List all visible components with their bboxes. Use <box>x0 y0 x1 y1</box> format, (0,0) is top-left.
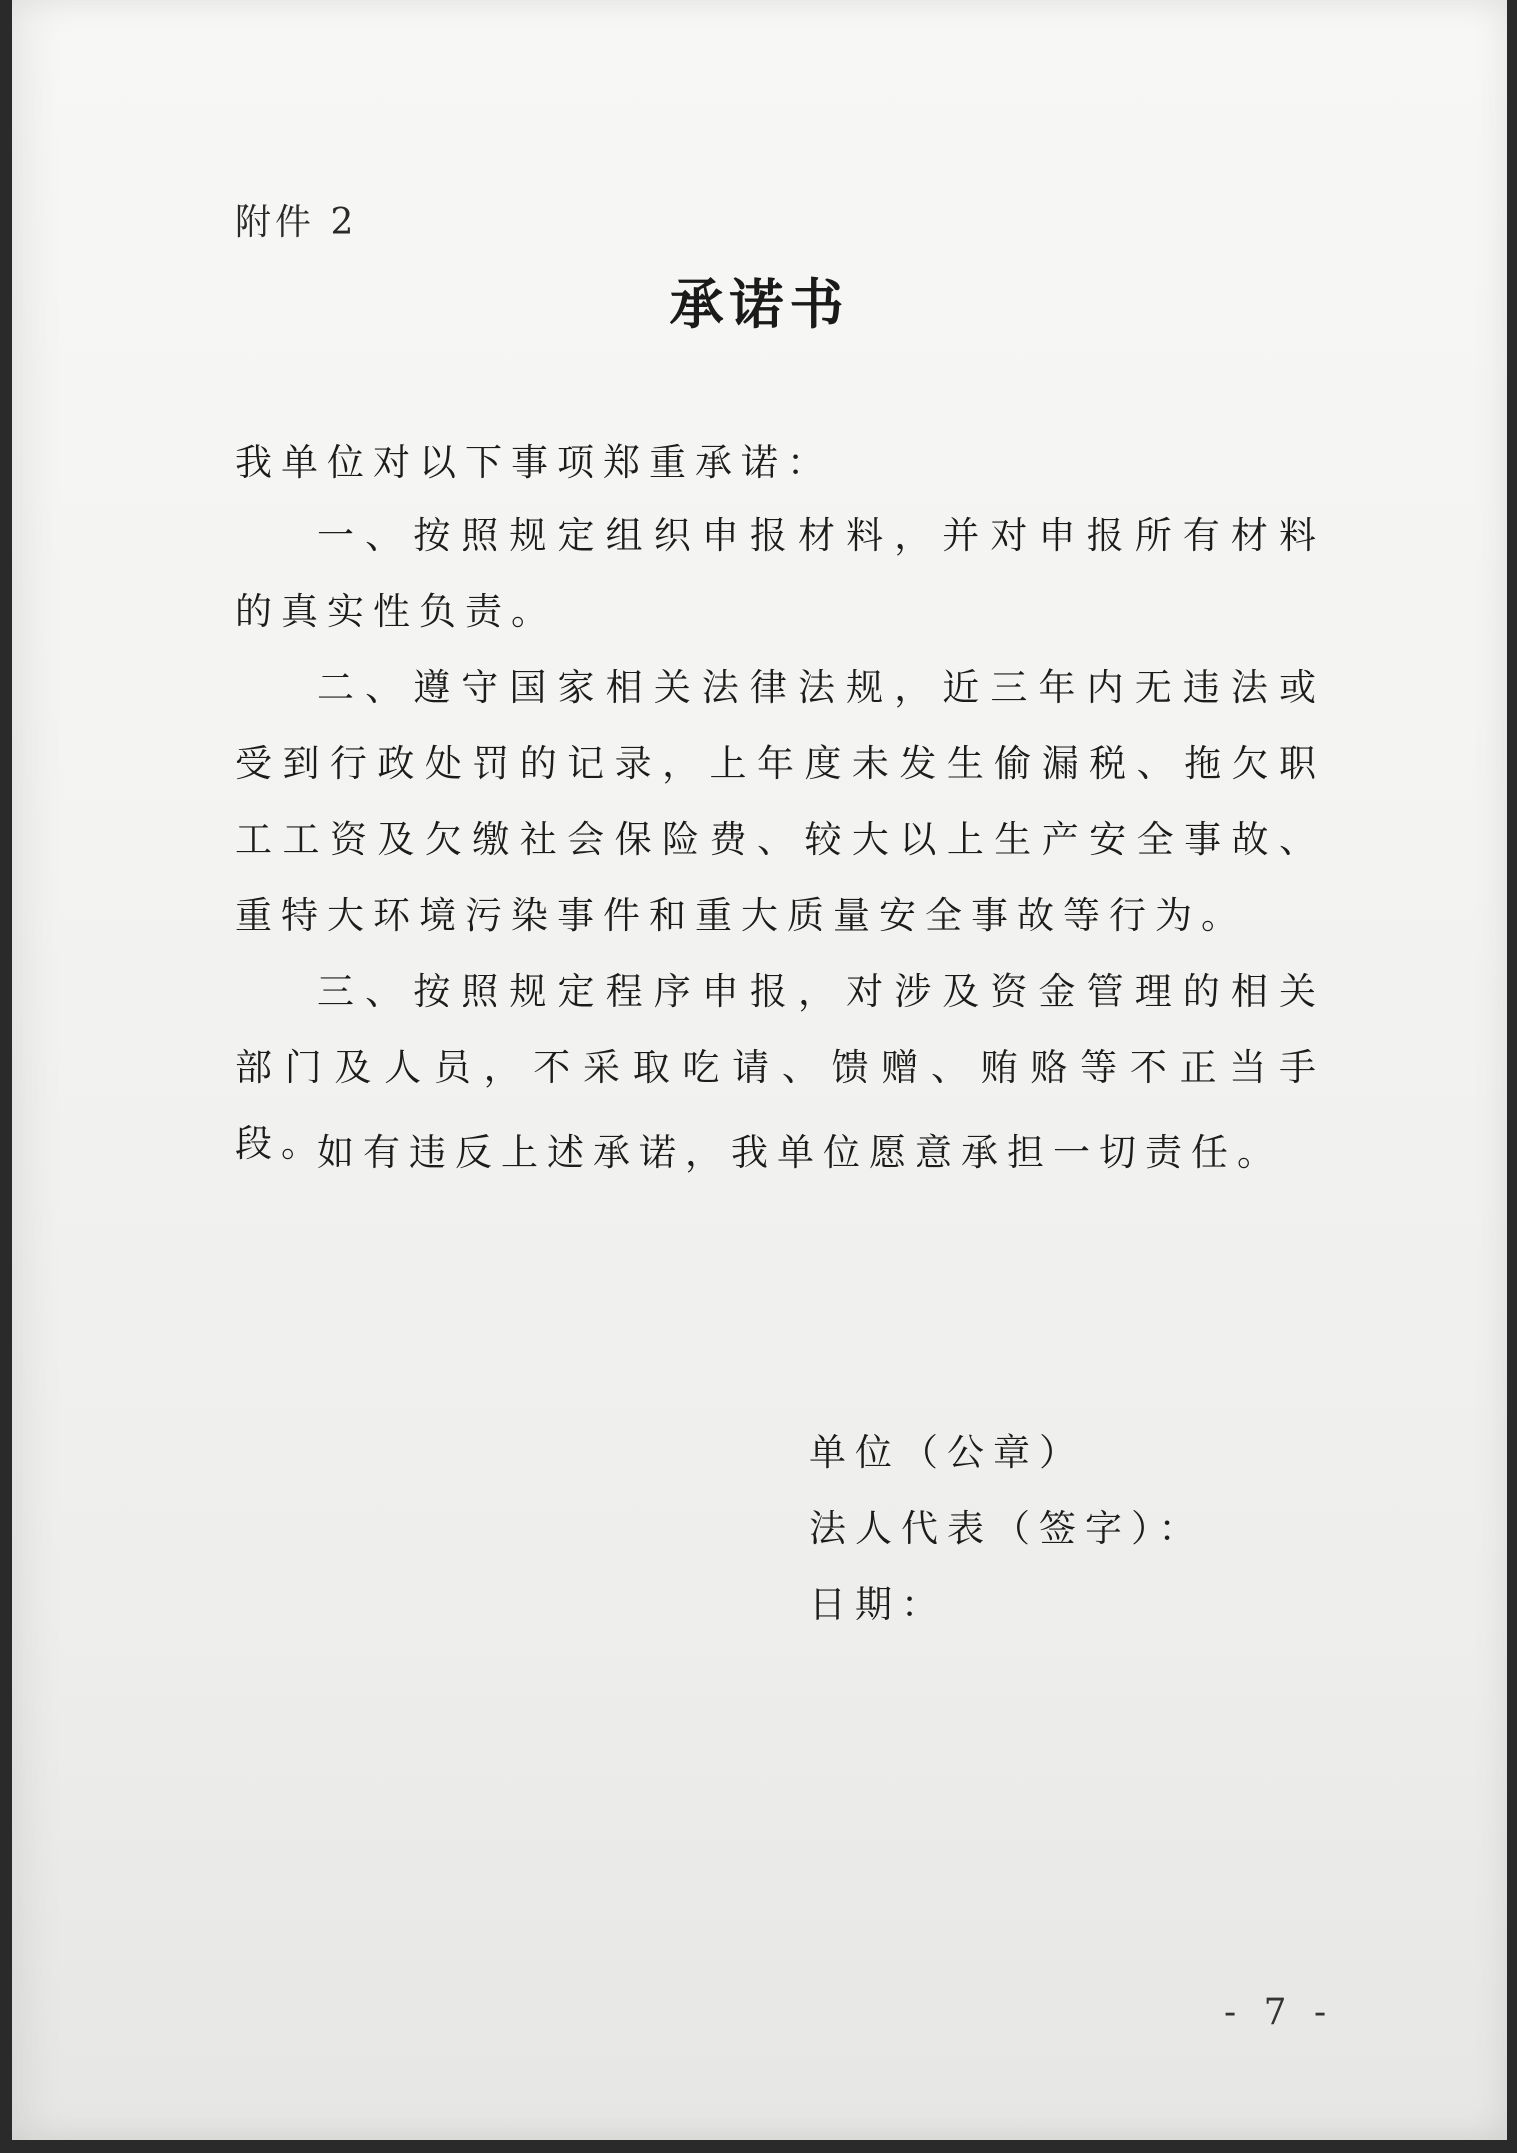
date-label: 日期： <box>809 1583 947 1626</box>
document-title: 承诺书 <box>669 272 850 336</box>
page-number: - 7 - <box>1224 1992 1335 2033</box>
unit-seal-label: 单位（公章） <box>809 1431 1085 1474</box>
commitment-paragraph-2: 二、遵守国家相关法律法规，近三年内无违法或受到行政处罚的记录，上年度未发生偷漏税、拖欠职工工资及欠缴社会保险费、较大以上生产安全事故、重特大环境污染事件和重大质量安全事故等行为。 <box>235 666 1325 937</box>
intro-text: 我单位对以下事项郑重承诺： <box>235 441 833 484</box>
document-page <box>12 0 1507 2140</box>
attachment-label: 附件 2 <box>235 202 358 243</box>
legal-rep-signature-label: 法人代表（签字）： <box>809 1507 1205 1550</box>
commitment-paragraph-3: 三、按照规定程序申报，对涉及资金管理的相关部门及人员，不采取吃请、馈赠、贿赂等不正当手段。 <box>235 970 1325 1165</box>
closing-statement: 如有违反上述承诺，我单位愿意承担一切责任。 <box>317 1131 1283 1174</box>
commitment-paragraph-1: 一、按照规定组织申报材料，并对申报所有材料的真实性负责。 <box>235 514 1325 633</box>
